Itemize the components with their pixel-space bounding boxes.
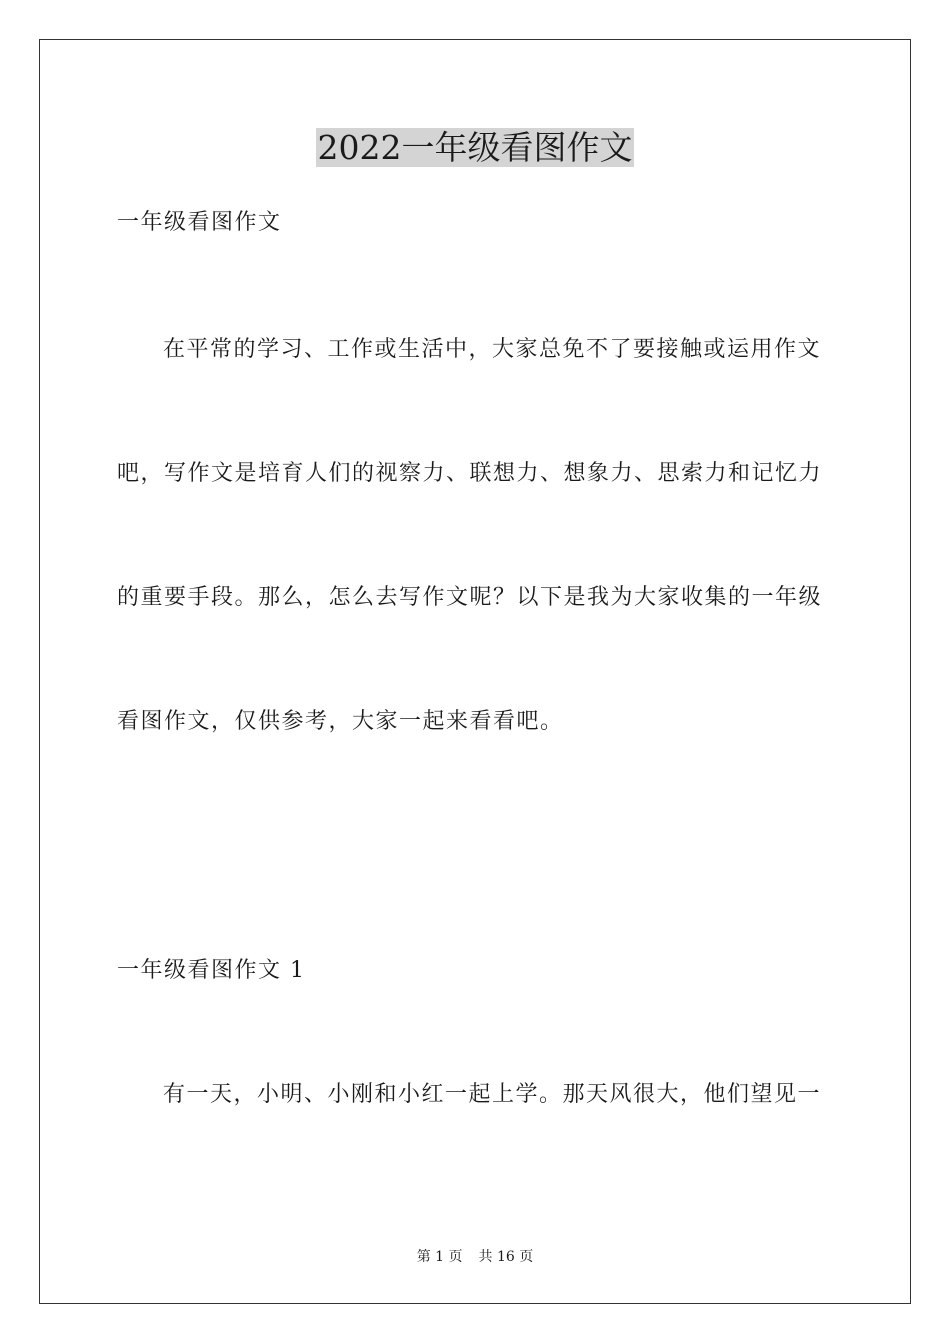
- document-title-text: 2022一年级看图作文: [317, 128, 633, 167]
- document-title: [0, 128, 950, 168]
- intro-line-2: 吧，写作文是培育人们的视察力、联想力、想象力、思索力和记忆力: [117, 461, 823, 486]
- page-number: 第 1 页: [416, 1249, 463, 1265]
- intro-line-4: 看图作文，仅供参考，大家一起来看看吧。: [117, 709, 564, 734]
- section-heading: 一年级看图作文 1: [117, 958, 306, 983]
- document-heading: 一年级看图作文: [117, 210, 282, 235]
- page-total: 共 16 页: [478, 1249, 534, 1265]
- intro-line-1: 在平常的学习、工作或生活中，大家总免不了要接触或运用作文: [163, 337, 822, 362]
- section-line-1: 有一天，小明、小刚和小红一起上学。那天风很大，他们望见一: [163, 1082, 822, 1107]
- intro-line-3: 的重要手段。那么，怎么去写作文呢？以下是我为大家收集的一年级: [117, 585, 823, 610]
- page-footer: [0, 1248, 950, 1266]
